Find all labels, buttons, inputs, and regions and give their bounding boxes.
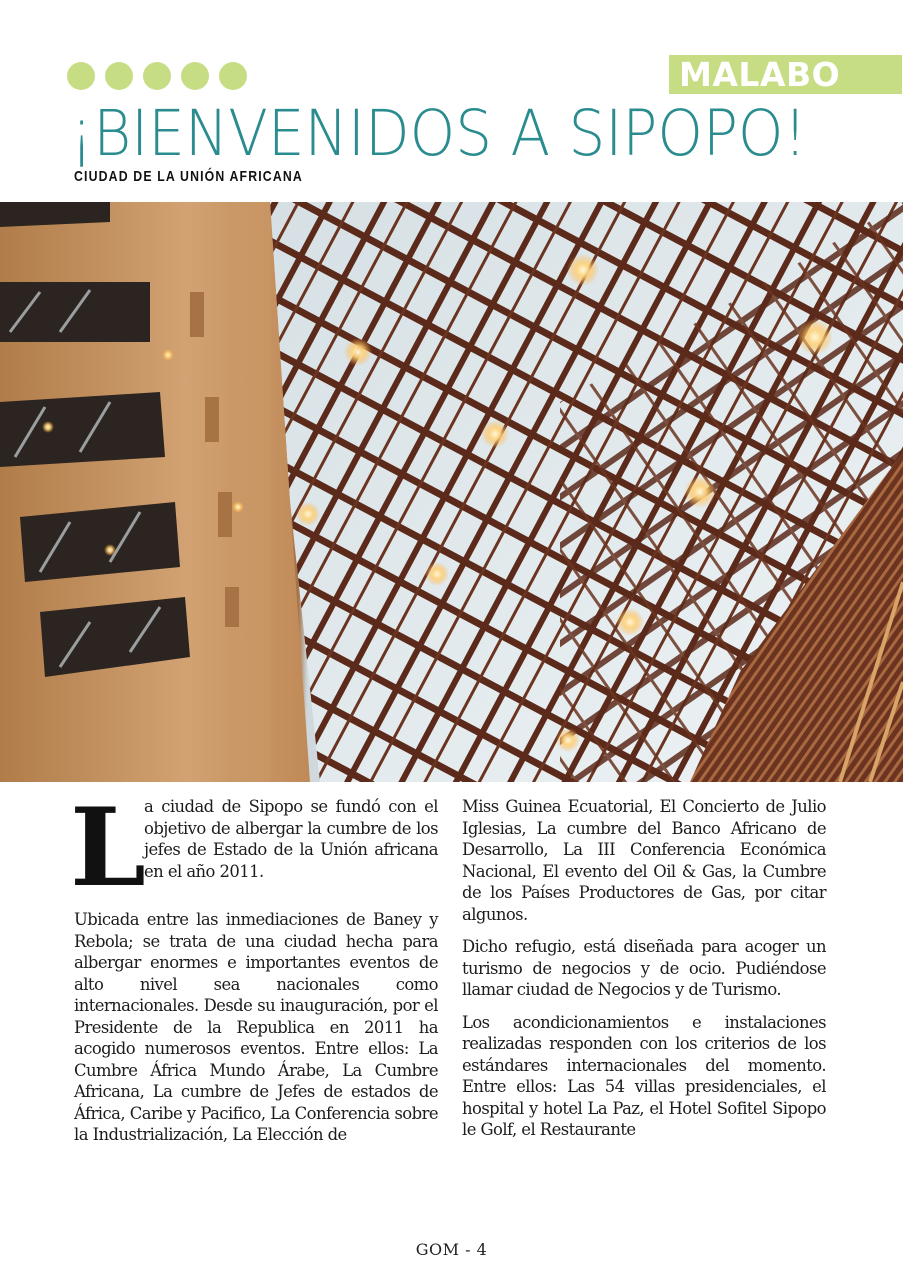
- page-subtitle: CIUDAD DE LA UNIÓN AFRICANA: [74, 168, 303, 185]
- page-title: ¡BIENVENIDOS A SIPOPO!: [70, 97, 807, 170]
- atrium-photo: [0, 202, 903, 782]
- dot-icon: [219, 62, 247, 90]
- dot-icon: [105, 62, 133, 90]
- decorative-dots: [67, 62, 247, 90]
- body-paragraph: Los acondicionamientos e instalaciones realizadas responden con los criterios de los estándares internacionales del momento. Entre ellos: Las 54 villas presidenciales, el hospital y hotel La Paz, el Hotel Sofitel Sipopo le Golf, el Restaurante: [462, 1012, 826, 1139]
- body-paragraph: Dicho refugio, está diseñada para acoger un turismo de negocios y de ocio. Pudiéndose llamar ciudad de Negocios y de Turismo.: [462, 937, 826, 999]
- body-paragraph: Miss Guinea Ecuatorial, El Concierto de Julio Iglesias, La cumbre del Banco Africano de Desarrollo, La III Conferencia Económica Nacional, El evento del Oil & Gas, la Cumbre de los Países Productores de Gas, por citar algunos.: [462, 797, 826, 924]
- article-intro: [144, 796, 438, 893]
- article-column-right: [462, 796, 826, 1152]
- article-column-left: [74, 909, 438, 1157]
- drop-cap: L: [70, 785, 146, 911]
- page-number: GOM - 4: [415, 1240, 488, 1259]
- intro-paragraph: a ciudad de Sipopo se fundó con el objetivo de albergar la cumbre de los jefes de Estado de la Unión africana en el año 2011.: [144, 797, 438, 881]
- dot-icon: [143, 62, 171, 90]
- photo-illustration: [0, 202, 903, 782]
- body-paragraph: Ubicada entre las inmediaciones de Baney y Rebola; se trata de una ciudad hecha para albergar enormes e importantes eventos de alto nivel sea nacionales como internacionales. Desde su inauguración, por el Presidente de la Republica en 2011 ha acogido numerosos eventos. Entre ellos: La Cumbre África Mundo Árabe, La Cumbre Africana, La cumbre de Jefes de estados de África, Caribe y Pacifico, La Conferencia sobre la Industrialización, La Elección de: [74, 910, 438, 1144]
- dot-icon: [67, 62, 95, 90]
- location-tag: MALABO: [669, 55, 902, 94]
- dot-icon: [181, 62, 209, 90]
